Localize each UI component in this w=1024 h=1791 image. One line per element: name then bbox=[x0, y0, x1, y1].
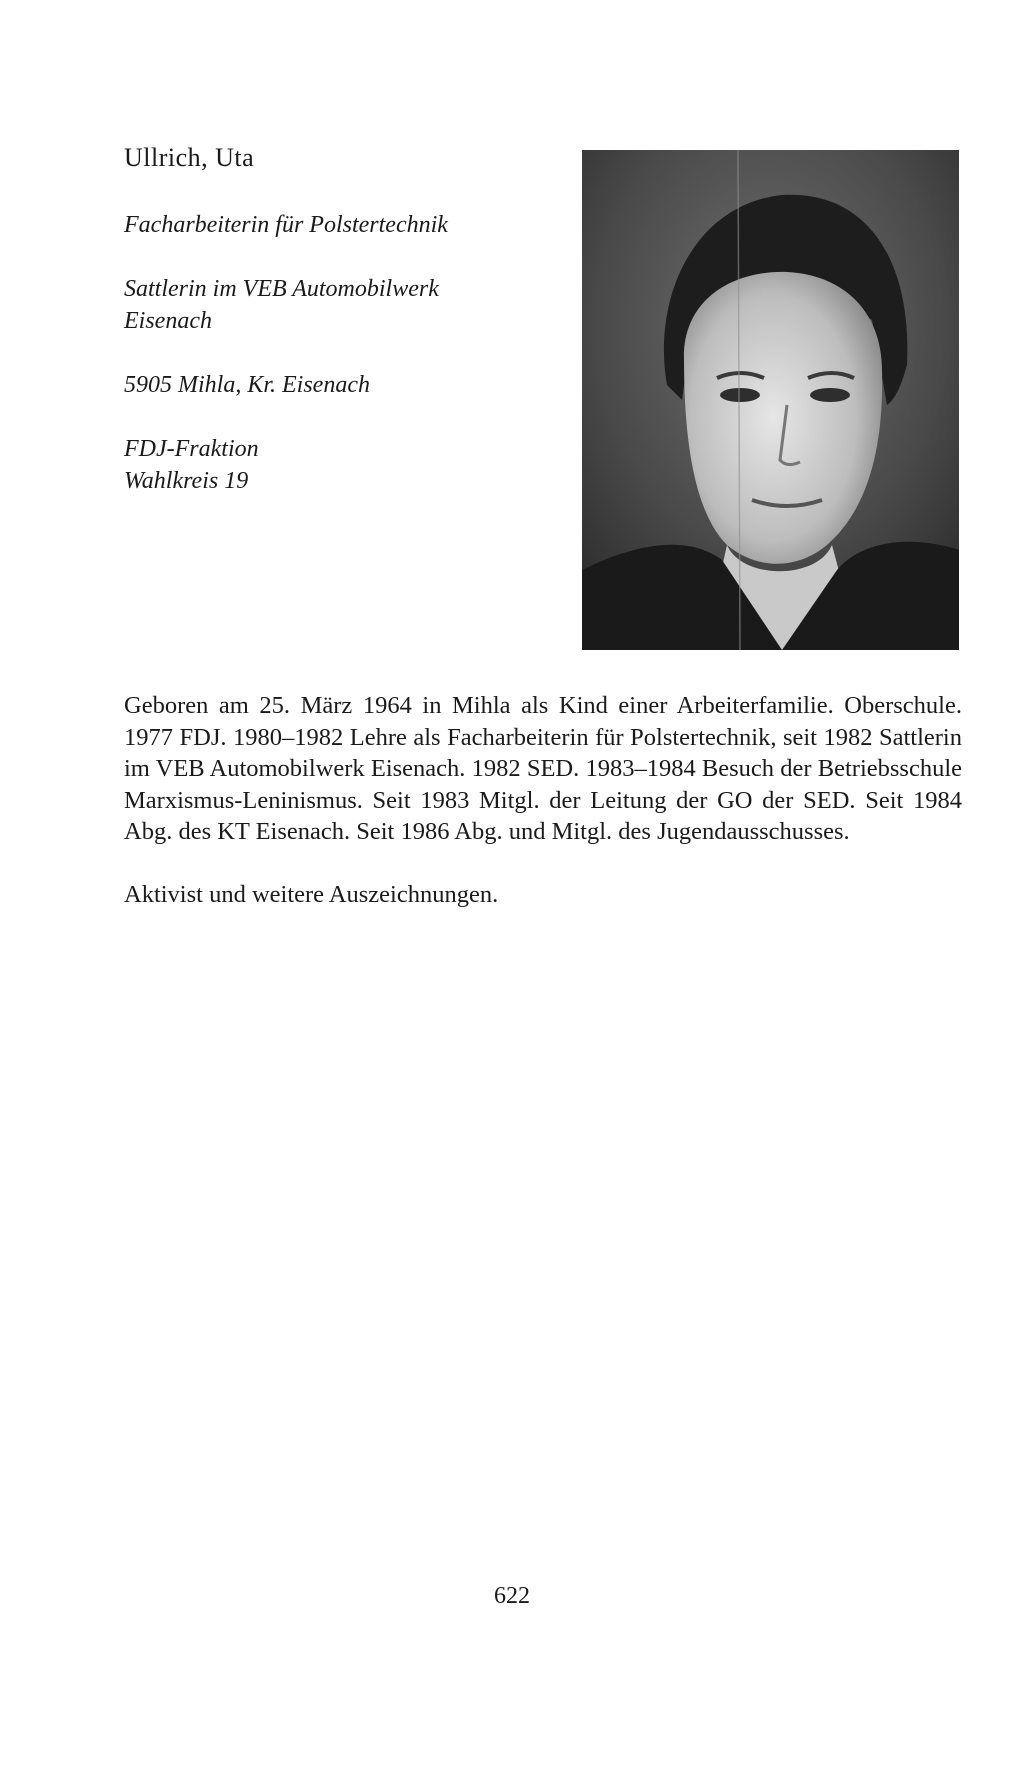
portrait-photo bbox=[582, 150, 959, 650]
page-number: 622 bbox=[494, 1583, 530, 1609]
faction bbox=[124, 433, 259, 497]
occupation: Facharbeiterin für Polstertechnik bbox=[124, 212, 448, 238]
workplace-line-1: Sattlerin im VEB Automobilwerk bbox=[124, 276, 439, 302]
biography-text: Geboren am 25. März 1964 in Mihla als Kind einer Arbeiterfamilie. Oberschule. 1977 FDJ. 1980–1982 Lehre als Facharbeiterin für Polstertechnik, seit 1982 Sattlerin im VEB Automobilwerk Eisenach. 1982 SED. 1983–1984 Besuch der Betriebsschule Marxismus-Leninismus. Seit 1983 Mitgl. der Leitung der GO der SED. Seit 1984 Abg. des KT Eisenach. Seit 1986 Abg. und Mitgl. des Jugendausschusses. bbox=[124, 692, 962, 845]
faction-name: FDJ-Fraktion bbox=[124, 436, 259, 462]
constituency: Wahlkreis 19 bbox=[124, 468, 249, 494]
address: 5905 Mihla, Kr. Eisenach bbox=[124, 372, 370, 398]
workplace bbox=[124, 273, 439, 337]
biography-awards: Aktivist und weitere Auszeichnungen. bbox=[124, 881, 499, 908]
workplace-line-2: Eisenach bbox=[124, 308, 212, 334]
entry-name: Ullrich, Uta bbox=[124, 143, 255, 172]
